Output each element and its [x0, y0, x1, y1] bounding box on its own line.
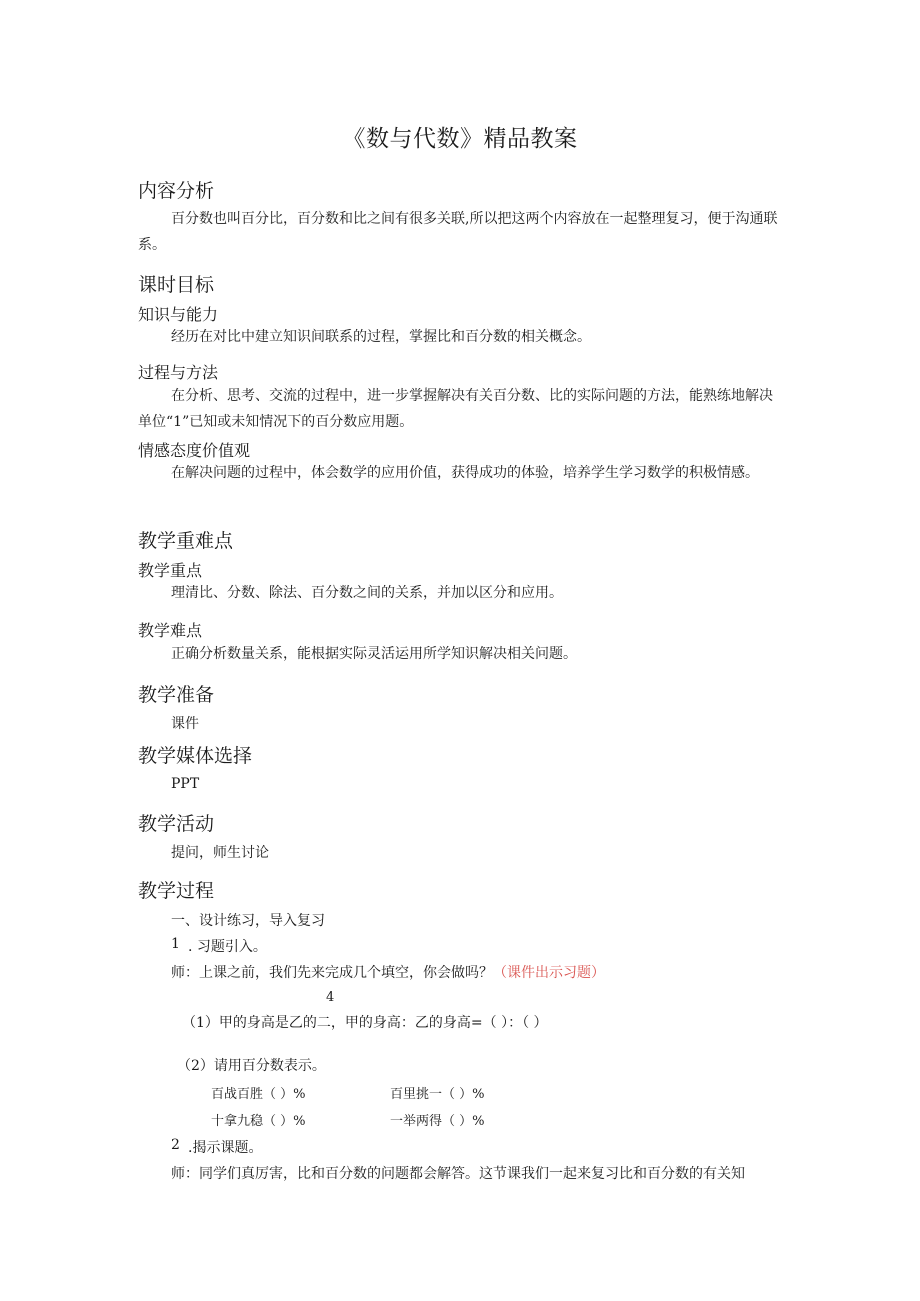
process-item-2-number: 2 [171, 1137, 180, 1153]
section-heading-key-difficult-points: 教学重难点 [138, 530, 234, 552]
subheading-key-points: 教学重点 [138, 561, 203, 580]
question-2: （2）请用百分数表示。 [177, 1058, 326, 1074]
process-item-1-text: . 习题引入。 [188, 939, 267, 955]
page-title: 《数与代数》精品教案 [342, 126, 578, 152]
process-step-1: 一、设计练习，导入复习 [171, 913, 325, 929]
section-heading-media: 教学媒体选择 [138, 745, 253, 767]
section-heading-process: 教学过程 [138, 880, 215, 902]
section-heading-lesson-goals: 课时目标 [138, 274, 215, 296]
key-points-paragraph: 理清比、分数、除法、百分数之间的关系，并加以区分和应用。 [171, 585, 563, 601]
preparation-text: 课件 [171, 716, 199, 732]
process-item-2-text: .揭示课题。 [188, 1140, 263, 1156]
process-method-paragraph: 在分析、思考、交流的过程中，进一步掌握解决有关百分数、比的实际问题的方法，能熟练地解决单位“1”已知或未知情况下的百分数应用题。 [138, 388, 773, 430]
fraction-numerator: 4 [326, 990, 335, 1005]
teacher-line-1-note: （课件出示习题） [493, 965, 605, 981]
fill-blank-1a: 百战百胜（ ）% [211, 1087, 306, 1102]
activities-text: 提问，师生讨论 [171, 845, 269, 861]
attitude-values-paragraph: 在解决问题的过程中，体会数学的应用价值，获得成功的体验，培养学生学习数学的积极情感。 [171, 465, 759, 481]
fill-blank-2a: 十拿九稳（ ）% [211, 1114, 306, 1129]
subheading-knowledge-ability: 知识与能力 [138, 305, 219, 324]
subheading-process-method: 过程与方法 [138, 363, 219, 382]
fill-blank-1b: 百里挑一（ ）% [390, 1087, 485, 1102]
subheading-attitude-values: 情感态度价值观 [138, 441, 251, 460]
section-heading-preparation: 教学准备 [138, 684, 215, 706]
process-item-1-number: 1 [171, 936, 180, 952]
knowledge-ability-paragraph: 经历在对比中建立知识间联系的过程，掌握比和百分数的相关概念。 [171, 329, 591, 345]
teacher-line-1 [171, 962, 605, 982]
section-heading-content-analysis: 内容分析 [138, 180, 215, 202]
media-text: PPT [171, 776, 200, 792]
difficult-points-paragraph: 正确分析数量关系，能根据实际灵活运用所学知识解决相关问题。 [171, 646, 577, 662]
teacher-line-2: 师：同学们真厉害，比和百分数的问题都会解答。这节课我们一起来复习比和百分数的有关知 [171, 1166, 745, 1182]
subheading-difficult-points: 教学难点 [138, 621, 203, 640]
question-1: （1）甲的身高是乙的二，甲的身高：乙的身高=（ ）：（ ） [182, 1015, 548, 1031]
content-analysis-paragraph: 百分数也叫百分比，百分数和比之间有很多关联,所以把这两个内容放在一起整理复习，便于沟通联系。 [138, 211, 778, 253]
section-heading-activities: 教学活动 [138, 813, 215, 835]
fill-blank-2b: 一举两得（ ）% [390, 1114, 485, 1129]
teacher-line-1-text: 师：上课之前，我们先来完成几个填空，你会做吗？ [171, 965, 493, 981]
